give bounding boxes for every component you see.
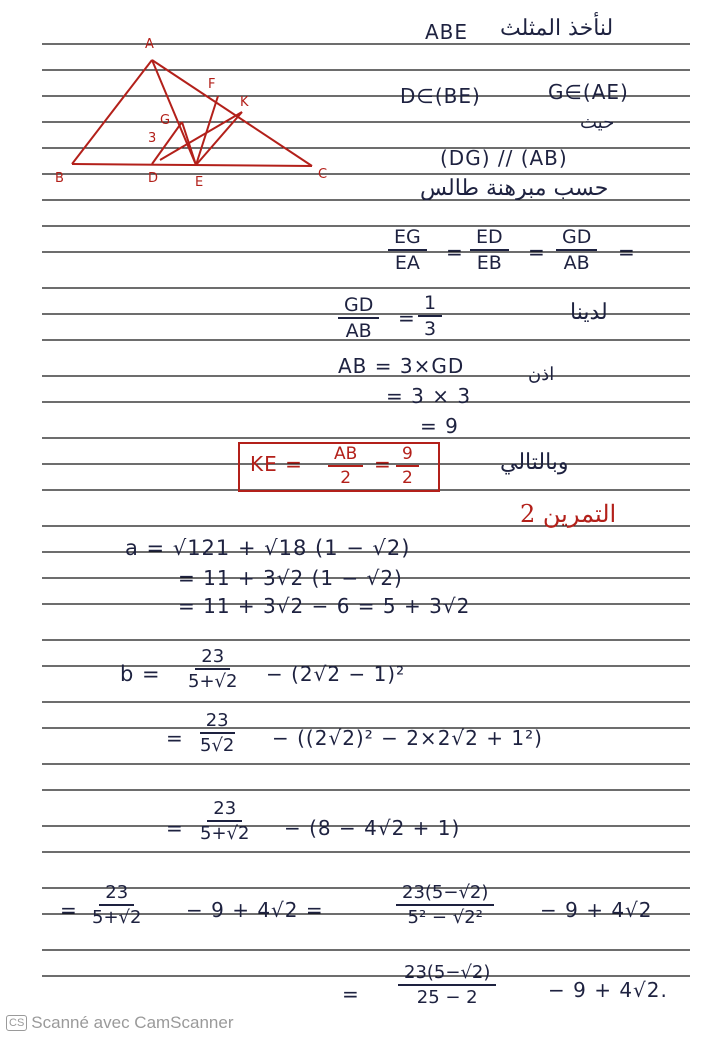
- label-f: F: [208, 77, 216, 92]
- ab-step-2: = 3 × 3: [386, 384, 472, 408]
- label-seg-3: 3: [148, 131, 157, 146]
- header-arabic-2: حيث: [580, 112, 615, 133]
- label-a: A: [145, 37, 154, 52]
- b-fraction-2: $\frac{23}{5√2}$: [200, 710, 235, 756]
- triangle-name: ABE: [425, 20, 469, 44]
- ke-fraction-1: $\frac{AB}{2}$: [328, 444, 363, 488]
- b-fraction-1: $\frac{23}{5+√2}$: [188, 646, 238, 692]
- label-c: C: [318, 167, 328, 182]
- b-line-4-eq: =: [60, 898, 78, 922]
- segment-dg: [152, 122, 182, 164]
- parallel-statement: (DG) // (AB): [440, 146, 568, 170]
- b-fraction-6: $\frac{23(5-√2)}{25 - 2}$: [398, 962, 496, 1008]
- b-prefix: b =: [120, 662, 161, 686]
- b-line-1-rest: − (2√2 − 1)²: [266, 662, 406, 686]
- membership-d: D∈(BE): [400, 84, 481, 108]
- ratio-ed-eb: $\frac{ED}{EB}$: [470, 226, 509, 274]
- b-line-4-rest: − 9 + 4√2 =: [186, 898, 324, 922]
- side-ab: [72, 60, 152, 164]
- ab-step-3: = 9: [420, 414, 459, 438]
- b-line-2-rest: − ((2√2)² − 2×2√2 + 1²): [272, 726, 543, 750]
- b-line-5-eq: =: [342, 982, 360, 1006]
- b-fraction-3: $\frac{23}{5+√2}$: [200, 798, 250, 844]
- equals-2: =: [528, 240, 546, 264]
- a-line-3: = 11 + 3√2 − 6 = 5 + 3√2: [178, 594, 471, 618]
- b-line-3-eq: =: [166, 816, 184, 840]
- ke-equals: =: [374, 452, 392, 476]
- segment-ek: [196, 112, 242, 165]
- label-d: D: [148, 171, 159, 186]
- header-arabic-1: لنأخذ المثلث: [500, 16, 614, 41]
- equals-3: =: [618, 240, 636, 264]
- watermark-text: Scanné avec CamScanner: [31, 1013, 234, 1032]
- side-bc: [72, 164, 312, 166]
- exercise-2-title: التمرين 2: [520, 500, 617, 528]
- segment-fe: [196, 96, 218, 165]
- membership-g: G∈(AE): [548, 80, 629, 104]
- a-line-1: a = √121 + √18 (1 − √2): [125, 536, 411, 560]
- arabic-consequently: وبالتالي: [500, 450, 569, 475]
- ratio-gd-ab: $\frac{GD}{AB}$: [556, 226, 597, 274]
- b-line-2-eq: =: [166, 726, 184, 750]
- arabic-therefore: اذن: [528, 364, 555, 385]
- b-fraction-5: $\frac{23(5-√2)}{\text{5² − √2²}}$: [396, 882, 494, 928]
- b-line-3-rest: − (8 − 4√2 + 1): [284, 816, 461, 840]
- b-line-5-end: − 9 + 4√2.: [548, 978, 668, 1002]
- equals-4: =: [398, 306, 416, 330]
- b-line-4-end: − 9 + 4√2: [540, 898, 653, 922]
- ke-fraction-2: $\frac{9}{2}$: [396, 444, 419, 488]
- ab-equation: AB = 3×GD: [338, 354, 465, 378]
- label-g: G: [160, 113, 171, 128]
- label-k: K: [240, 95, 249, 110]
- ratio-gd-ab-given: $\frac{GD}{AB}$: [338, 294, 379, 342]
- camscanner-watermark: [6, 1013, 234, 1033]
- fraction-one-third: $\frac{1}{3}$: [418, 292, 442, 340]
- label-b: B: [55, 171, 64, 186]
- ratio-eg-ea: $\frac{EG}{EA}$: [388, 226, 427, 274]
- b-fraction-4: $\frac{23}{5+√2}$: [92, 882, 142, 928]
- a-line-2: = 11 + 3√2 (1 − √2): [178, 566, 403, 590]
- arabic-we-have: لدينا: [570, 300, 608, 325]
- header-arabic-3: حسب مبرهنة طالس: [420, 176, 609, 201]
- label-e: E: [195, 175, 204, 190]
- camscanner-logo-icon: CS: [6, 1015, 27, 1031]
- ke-prefix: KE =: [250, 452, 303, 476]
- equals-1: =: [446, 240, 464, 264]
